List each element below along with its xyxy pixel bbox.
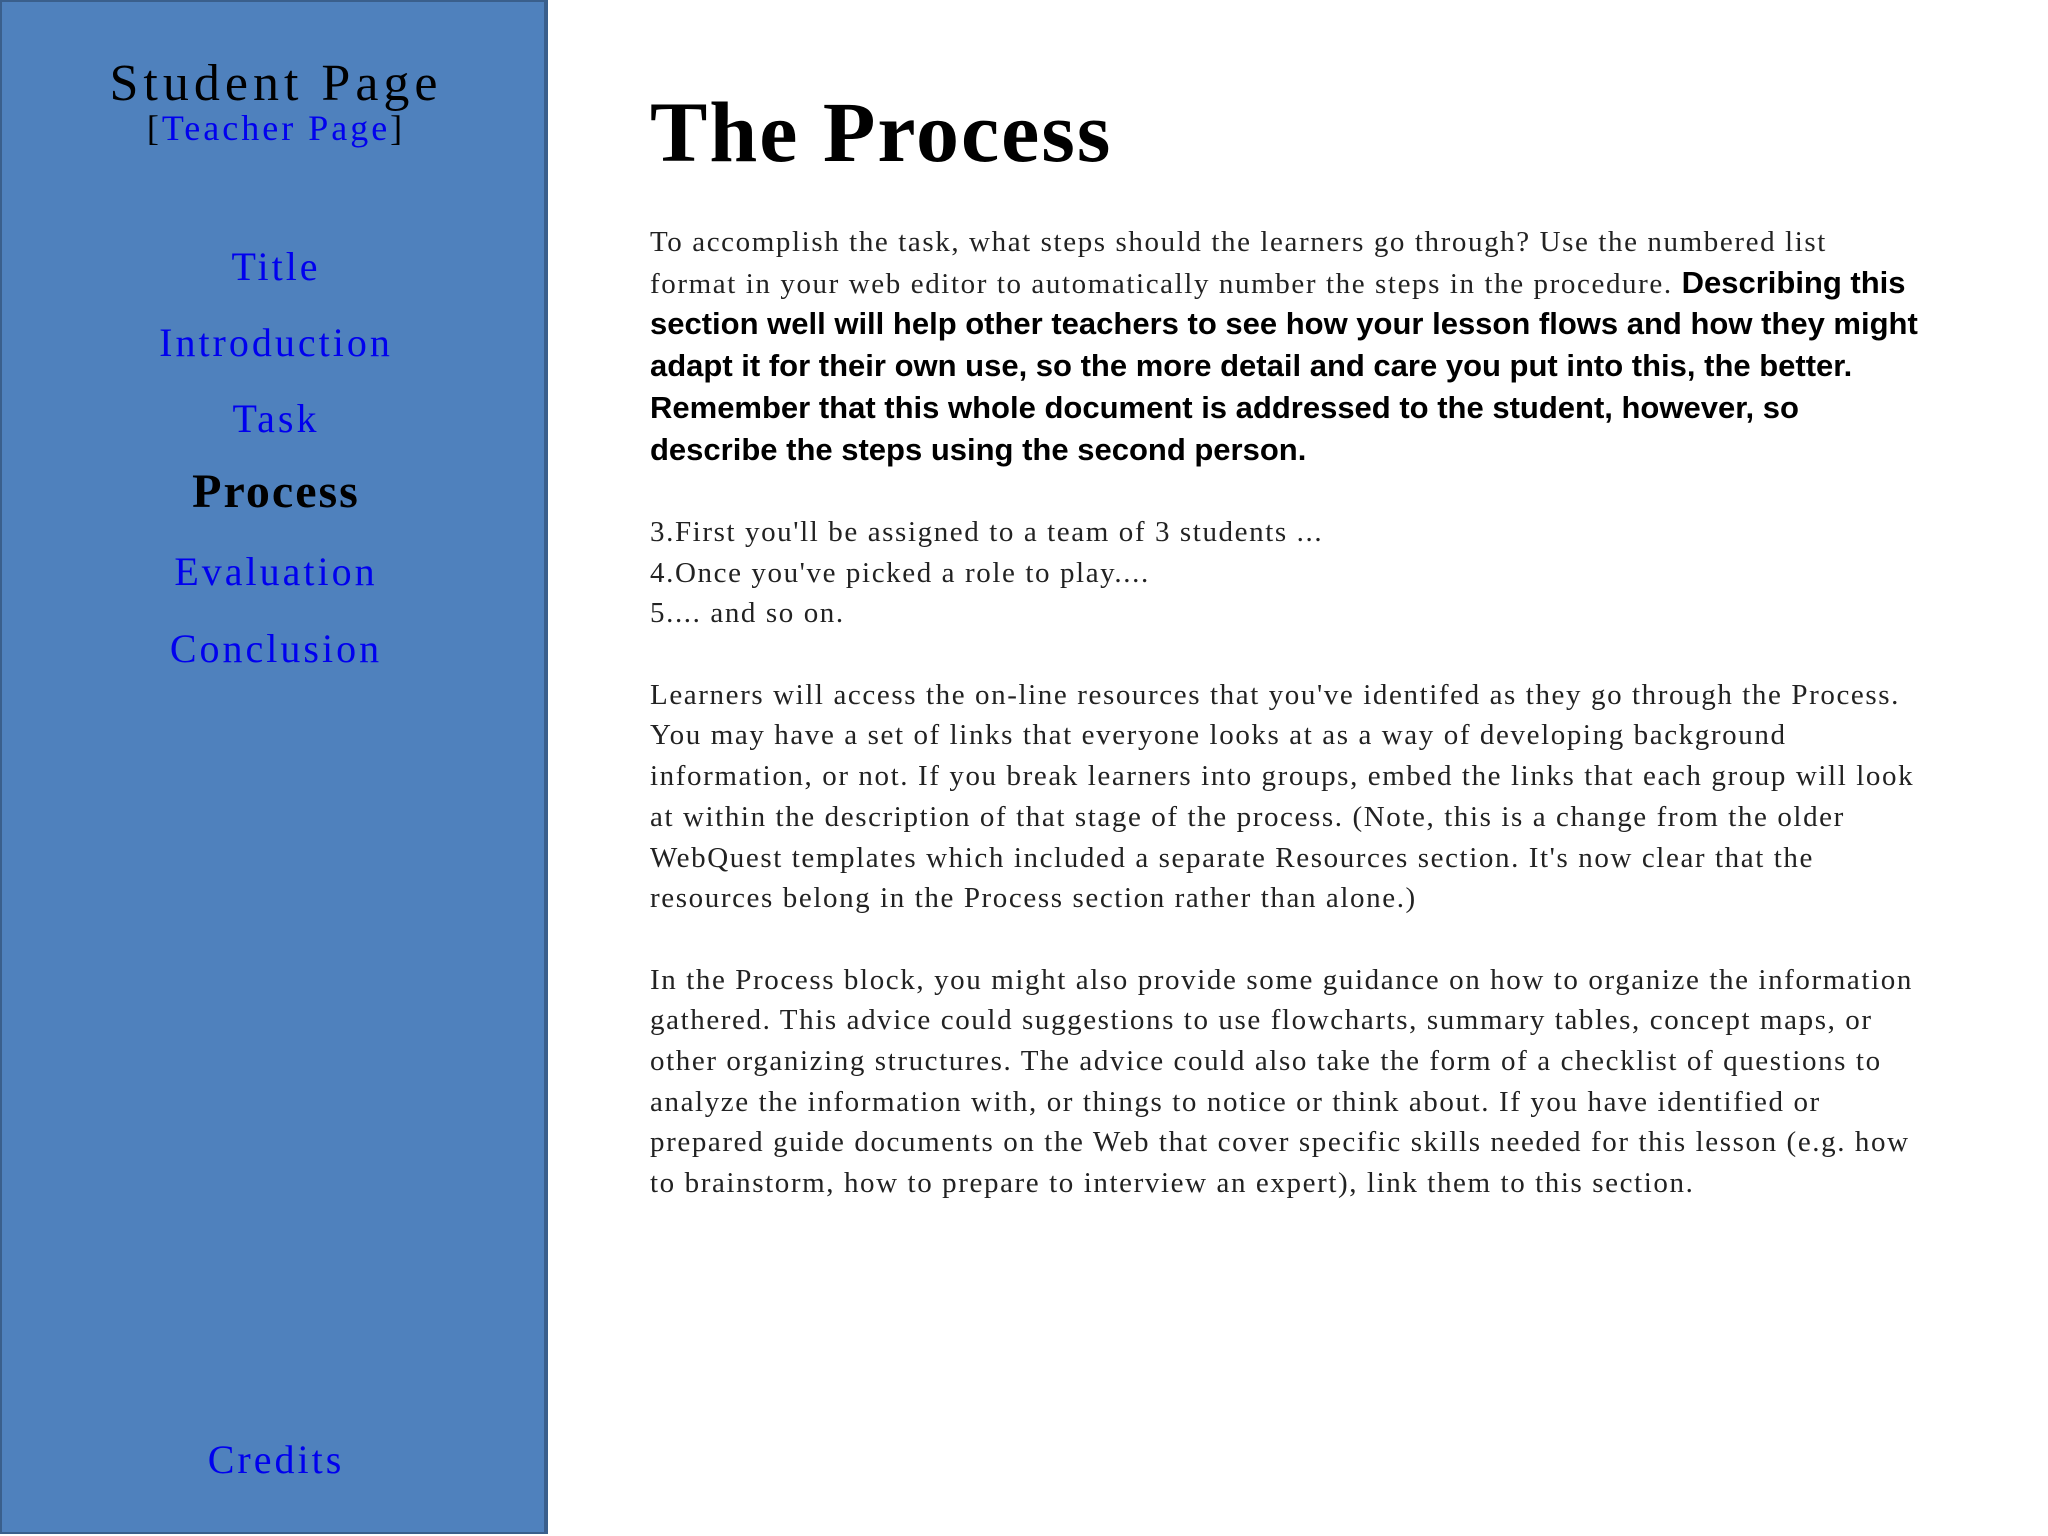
sidebar bbox=[0, 0, 548, 1534]
guidance-paragraph: In the Process block, you might also provide some guidance on how to organize the information gathered. This advice could suggestions to use flowcharts, summary tables, concept maps, or other organizing structures. The advice could also take the form of a checklist of questions to analyze the information with, or things to notice or think about. If you have identified or prepared guide documents on the Web that cover specific skills needed for this lesson (e.g. how to brainstorm, how to prepare to interview an expert), link them to this section. bbox=[650, 963, 1913, 1200]
intro-text: To accomplish the task, what steps should the learners go through? Use the numbered list format in your web editor to automatically number the steps in the procedure. bbox=[650, 226, 1827, 300]
intro-paragraph bbox=[650, 222, 1920, 471]
steps-list bbox=[650, 512, 1920, 634]
nav-item-credits[interactable]: Credits bbox=[207, 1437, 345, 1482]
step-item: 4.Once you've picked a role to play.... bbox=[650, 556, 1150, 589]
teacher-page-link[interactable]: Teacher Page bbox=[161, 108, 391, 148]
intro-bold-text: Describing this section well will help other teachers to see how your lesson flows and how they might adapt it for their own use, so the more detail and care you put into this, the better. Remember that this whole document is addressed to the student, however, so describe the steps using the second person. bbox=[650, 264, 1918, 467]
teacher-bracket-close: ] bbox=[390, 108, 406, 148]
nav-item-evaluation[interactable]: Evaluation bbox=[174, 549, 378, 594]
nav-item-task[interactable]: Task bbox=[232, 396, 320, 441]
nav-item-title[interactable]: Title bbox=[231, 244, 321, 289]
teacher-page-wrapper bbox=[2, 106, 550, 150]
teacher-bracket-open: [ bbox=[146, 108, 162, 148]
nav-item-process: Process bbox=[192, 465, 360, 518]
nav-item-introduction[interactable]: Introduction bbox=[159, 320, 393, 365]
step-item: 5.... and so on. bbox=[650, 597, 845, 630]
nav-item-conclusion[interactable]: Conclusion bbox=[169, 626, 383, 671]
step-item: 3.First you'll be assigned to a team of 3 students ... bbox=[650, 515, 1324, 548]
content-body bbox=[650, 222, 1920, 1245]
student-page-title: Student Page bbox=[109, 55, 443, 112]
resources-paragraph: Learners will access the on-line resources that you've identifed as they go through the Process. You may have a set of links that everyone looks at as a way of developing background information, or not. If you break learners into groups, embed the links that each group will look at within the description of that stage of the process. (Note, this is a change from the older WebQuest templates which included a separate Resources section. It's now clear that the resources belong in the Process section rather than alone.) bbox=[650, 678, 1915, 915]
page-title: The Process bbox=[650, 84, 1113, 180]
